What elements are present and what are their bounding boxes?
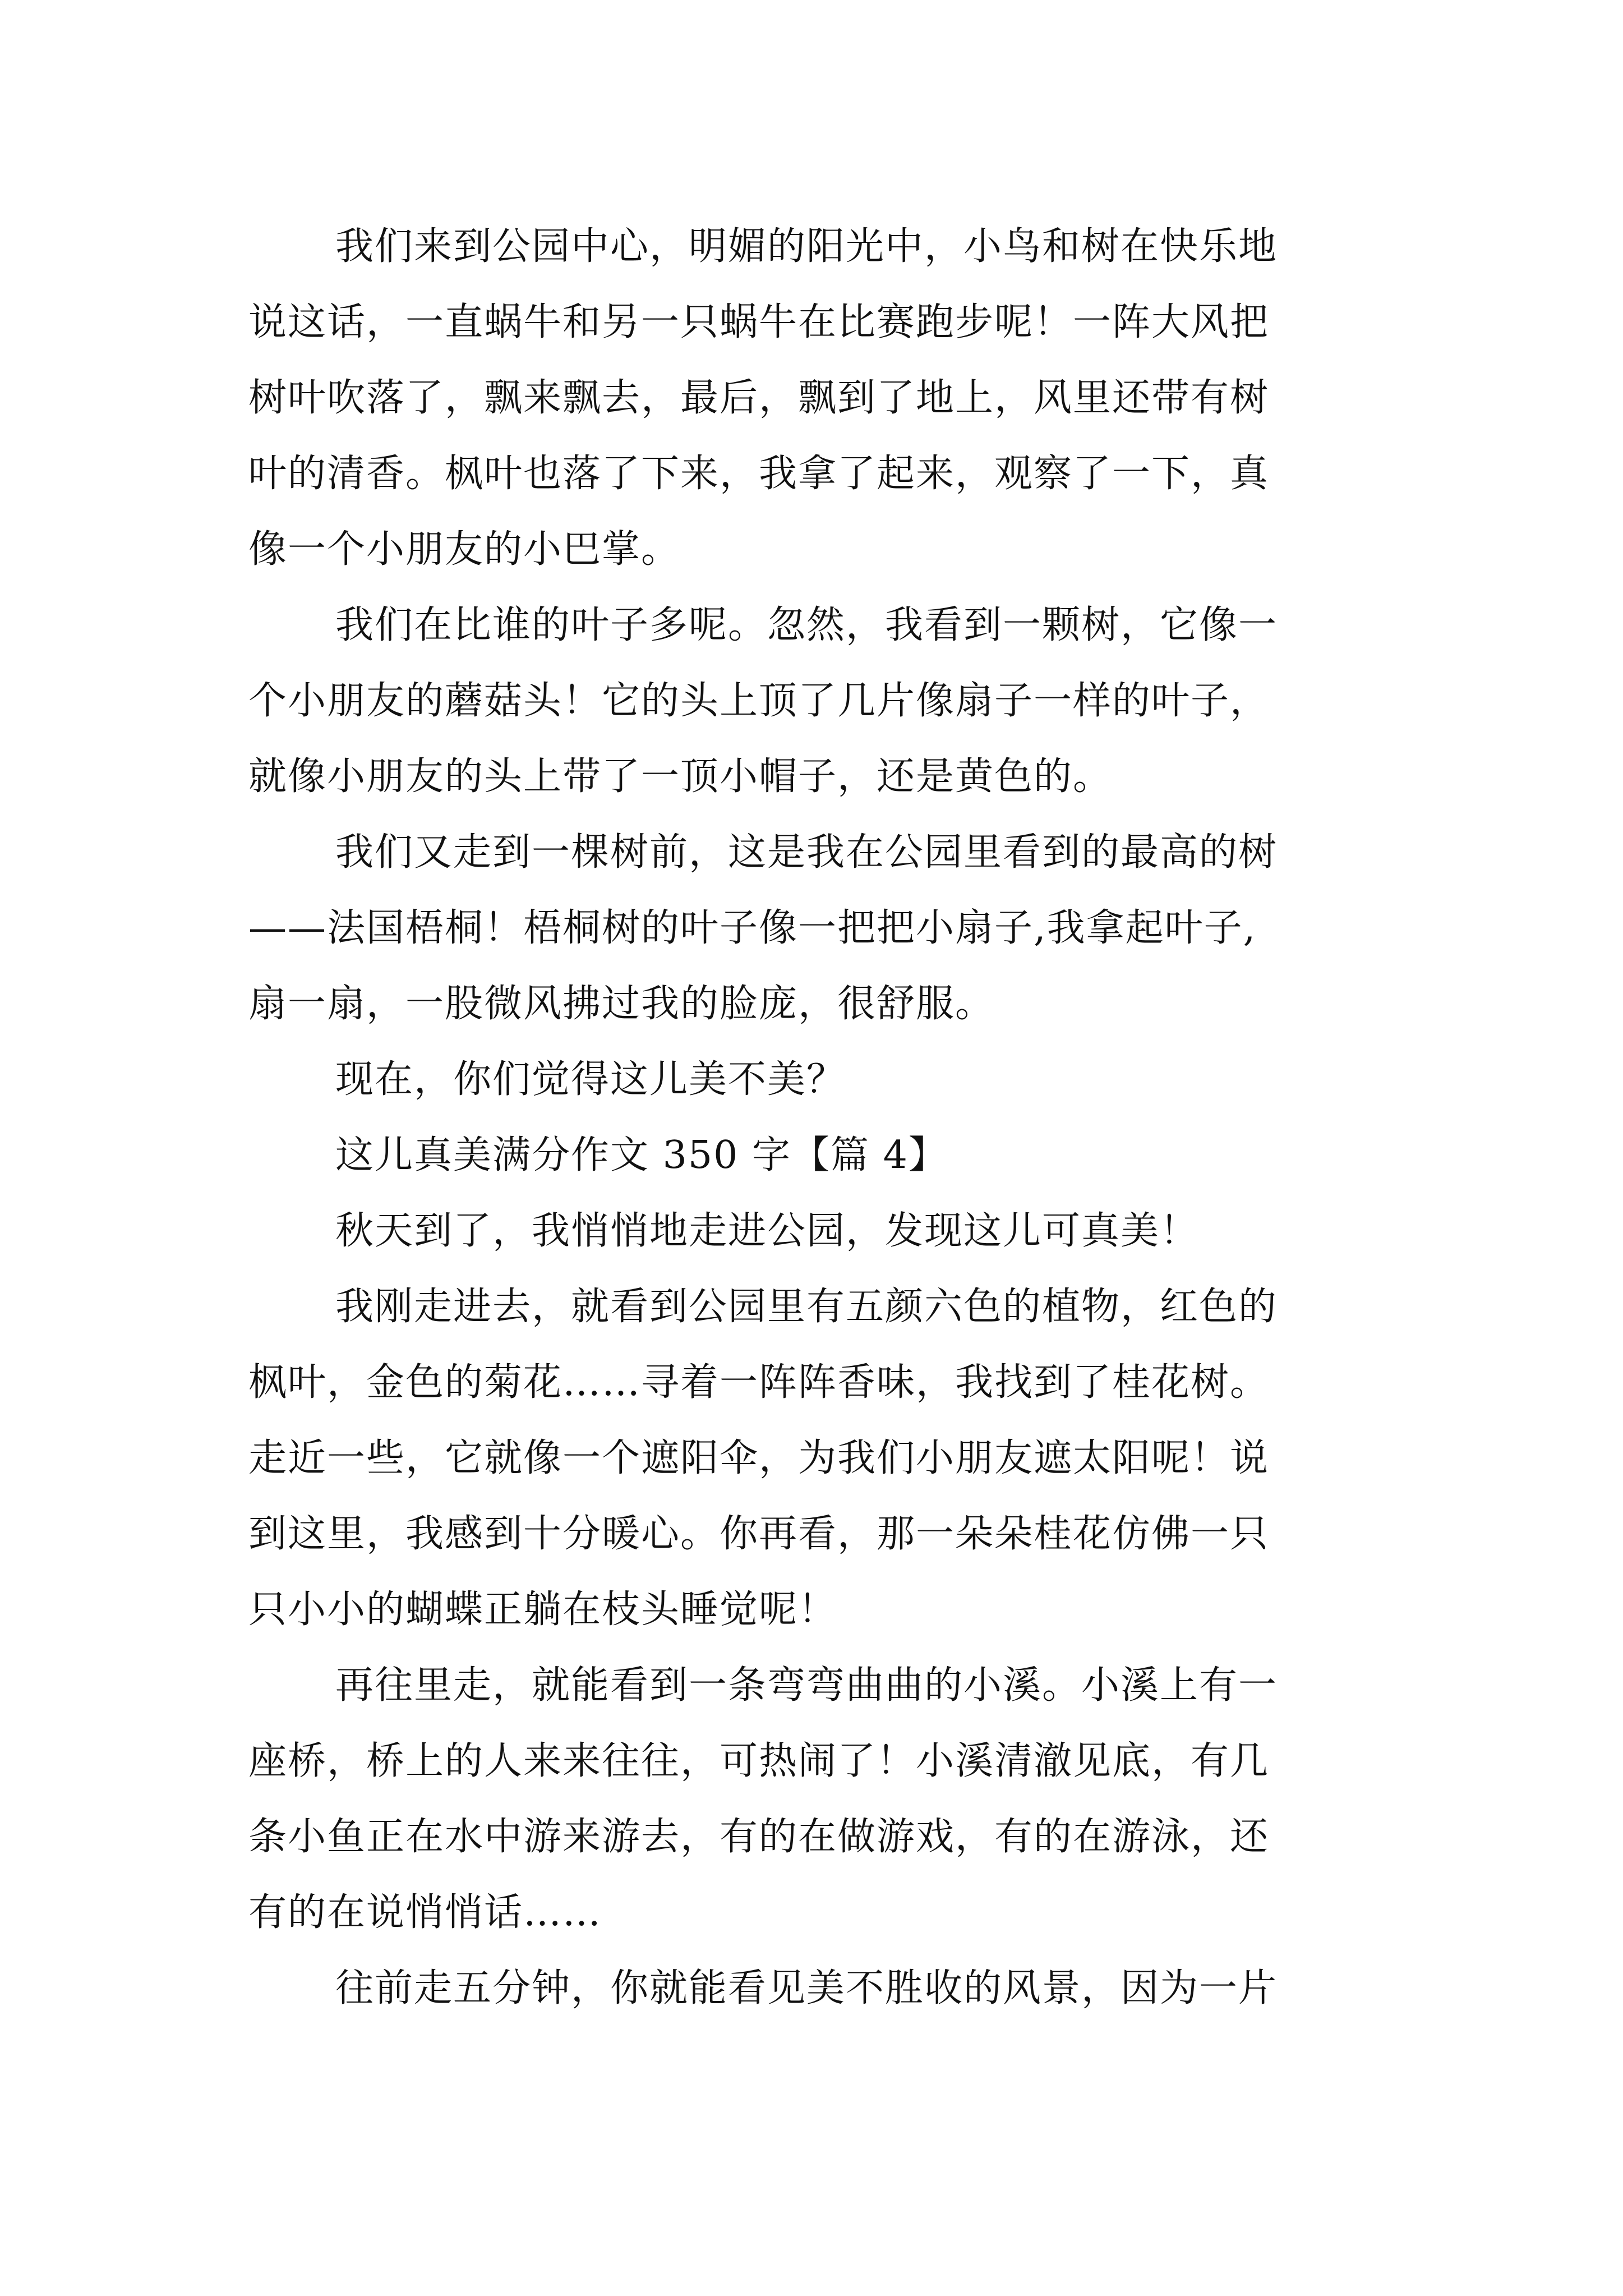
text-line: 树叶吹落了，飘来飘去，最后，飘到了地上，风里还带有树 xyxy=(248,376,1270,420)
text-line: 我们又走到一棵树前，这是我在公园里看到的最高的树 xyxy=(335,830,1278,875)
text-line: 我们来到公园中心，明媚的阳光中，小鸟和树在快乐地 xyxy=(335,224,1278,269)
text-line: 秋天到了，我悄悄地走进公园，发现这儿可真美！ xyxy=(335,1209,1200,1253)
text-line: 到这里，我感到十分暖心。你再看，那一朵朵桂花仿佛一只 xyxy=(248,1512,1270,1556)
text-line: 往前走五分钟，你就能看见美不胜收的风景，因为一片 xyxy=(335,1966,1278,2010)
text-line: 枫叶，金色的菊花……寻着一阵阵香味，我找到了桂花树。 xyxy=(248,1360,1270,1405)
text-line: 只小小的蝴蝶正躺在枝头睡觉呢！ xyxy=(248,1588,838,1632)
text-line: 条小鱼正在水中游来游去，有的在做游戏，有的在游泳，还 xyxy=(248,1815,1270,1859)
text-line: 个小朋友的蘑菇头！它的头上顶了几片像扇子一样的叶子， xyxy=(248,679,1270,723)
text-line: 我刚走进去，就看到公园里有五颜六色的植物，红色的 xyxy=(335,1285,1278,1329)
text-line: 叶的清香。枫叶也落了下来，我拿了起来，观察了一下，真 xyxy=(248,452,1270,496)
text-line: ——法国梧桐！梧桐树的叶子像一把把小扇子,我拿起叶子, xyxy=(248,906,1257,950)
text-line: 扇一扇，一股微风拂过我的脸庞，很舒服。 xyxy=(248,982,995,1026)
article-body xyxy=(248,209,1387,2026)
text-line: 走近一些，它就像一个遮阳伞，为我们小朋友遮太阳呢！说 xyxy=(248,1436,1270,1480)
text-line: 就像小朋友的头上带了一顶小帽子，还是黄色的。 xyxy=(248,754,1113,799)
text-line: 说这话，一直蜗牛和另一只蜗牛在比赛跑步呢！一阵大风把 xyxy=(248,300,1270,344)
text-line: 有的在说悄悄话…… xyxy=(248,1890,602,1935)
text-line: 像一个小朋友的小巴掌。 xyxy=(248,527,681,572)
text-line: 我们在比谁的叶子多呢。忽然，我看到一颗树，它像一 xyxy=(335,603,1278,647)
text-line: 现在，你们觉得这儿美不美？ xyxy=(335,1057,846,1102)
section-heading: 这儿真美满分作文 350 字【篇 4】 xyxy=(335,1133,948,1177)
text-line: 再往里走，就能看到一条弯弯曲曲的小溪。小溪上有一 xyxy=(335,1663,1278,1708)
text-line: 座桥，桥上的人来来往往，可热闹了！小溪清澈见底，有几 xyxy=(248,1739,1270,1783)
